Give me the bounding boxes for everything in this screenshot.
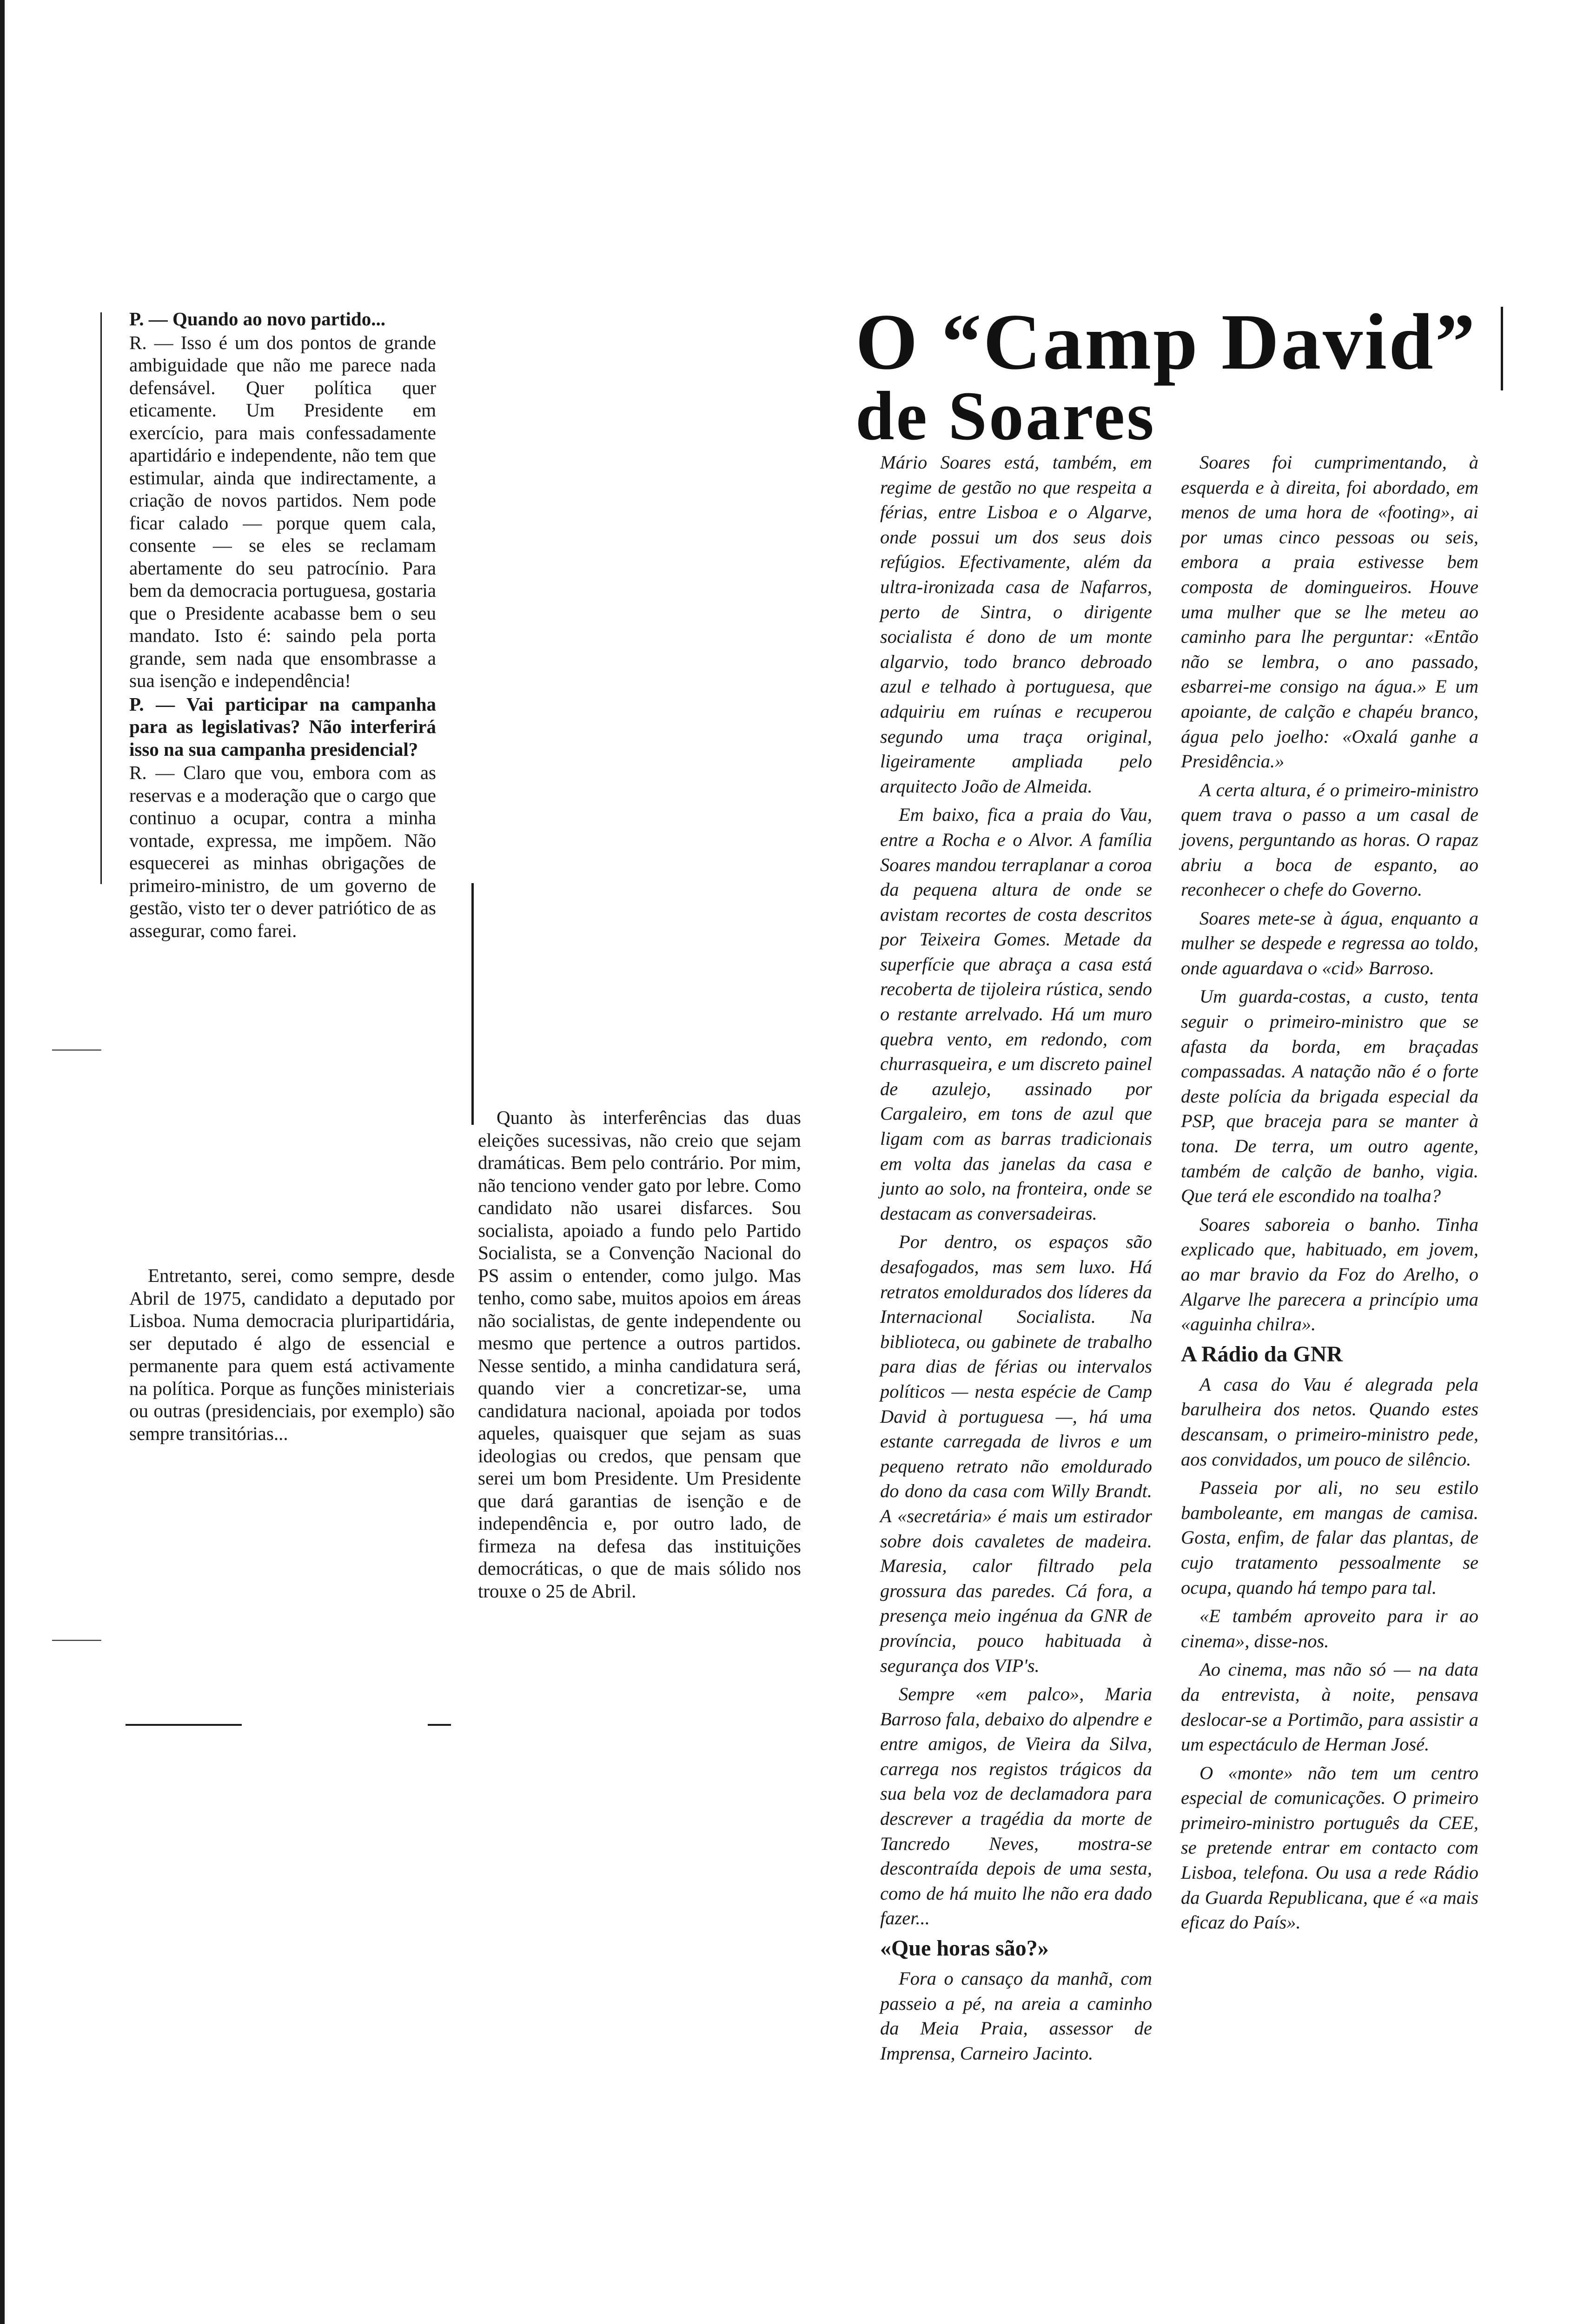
interview-paragraph-4: Quanto às interferências das duas eleições sucessivas, não creio que sejam dramáticas. Bem pelo contrário. Por mim, não tenciono vender gato por lebre. Como candidato não usarei disfarces. Sou socialista, apoiado a fundo pelo Partido Socialista, se a Convenção Nacional do PS assim o entender, como julgo. Mas tenho, como sabe, muitos apoios em áreas não socialistas, de gente independente ou mesmo que pertence a outros partidos. Nesse sentido, a minha candidatura será, quando vier a concretizar-se, uma candidatura nacional, apoiada por todos aqueles, quaisquer que sejam as suas ideologias ou credos, que pensam que serei um bom Presidente. Um Presidente que dará garantias de isenção e de independência e, por outro lado, de firmeza na defesa das instituições democráticas, o que de mais sólido nos trouxe o 25 de Abril. (478, 1107, 801, 1602)
margin-mark-2: ⸻ (51, 1628, 102, 1651)
interview-answer-1: R. — Isso é um dos pontos de grande ambiguidade que não me parece nada defensável. Quer política quer eticamente. Um Presidente em exercício, para mais confessadamente apartidário e independente, não tem que estimular, ainda que indirectamente, a criação de novos partidos. Nem pode ficar calado — porque quem cala, consente — se eles se reclamam abertamente do seu patrocínio. Para bem da democracia portuguesa, gostaria que o Presidente acabasse bem o seu mandato. Isto é: saindo pela porta grande, sem nada que ensombrasse a sua isenção e independência! (129, 331, 436, 691)
interview-answer-2: R. — Claro que vou, embora com as reservas e a moderação que o cargo que continuo a ocupar, contra a minha vontade, expressa, me impõem. Não esquecerei as minhas obrigações de primeiro-ministro, de um governo de gestão, visto ter o dever patriótico de as assegurar, como farei. (129, 762, 436, 941)
left-margin-rule (100, 312, 102, 884)
page-left-edge (0, 0, 5, 2324)
article-paragraph-2: Em baixo, fica a praia do Vau, entre a Rocha e o Alvor. A família Soares mandou terraplanar a coroa da pequena altura de onde se avistam recortes de costa descritos por Teixeira Gomes. Metade da superfície que abraça a casa está recoberta de tijoleira rústica, sendo o restante arrelvado. Há um muro quebra vento, em redondo, com churrasqueira, e um discreto painel de azulejo, assinado por Cargaleiro, em tons de azul que ligam com as barras tradicionais em volta das janelas da casa e junto ao solo, na fronteira, onde se destacam as conversadeiras. (880, 804, 1152, 1224)
subhead-radio-gnr: A Rádio da GNR (1181, 1341, 1343, 1367)
article-paragraph-15: O «monte» não tem um centro especial de comunicações. O primeiro primeiro-ministro português da CEE, se pretende entrar em contacto com Lisboa, telefona. Ou usa a rede Rádio da Guarda Republicana, que é «a mais eficaz do País». (1181, 1762, 1478, 1933)
end-rule (126, 1724, 242, 1726)
interview-column-bottom-left (129, 1264, 455, 1446)
interview-column-bottom-right (478, 1106, 801, 1603)
article-paragraph-4: Sempre «em palco», Maria Barroso fala, debaixo do alpendre e entre amigos, de Vieira da Silva, carrega nos registos trágicos da sua bela voz de declamadora para descrever a tragédia da morte de Tancredo Neves, mostra-se descontraída depois de uma sesta, como de há muito lhe não era dado fazer... (880, 1684, 1152, 1929)
article-paragraph-13: «E também aproveito para ir ao cinema», disse-nos. (1181, 1605, 1478, 1651)
interview-question-2: P. — Vai participar na campanha para as legislativas? Não interferirá isso na sua campanha presidencial? (129, 693, 436, 760)
interview-question-1: P. — Quando ao novo partido... (129, 308, 385, 330)
article-paragraph-11: A casa do Vau é alegrada pela barulheira dos netos. Quando estes descansam, o primeiro-ministro pede, aos convidados, um pouco de silêncio. (1181, 1373, 1478, 1470)
end-rule-small (428, 1724, 451, 1726)
subhead-que-horas: «Que horas são?» (880, 1936, 1049, 1961)
article-paragraph-14: Ao cinema, mas não só — na data da entrevista, à noite, pensava deslocar-se a Portimão, para assistir a um espectáculo de Herman José. (1181, 1659, 1478, 1755)
interview-column-top (129, 308, 436, 941)
column-separator-rule (471, 883, 474, 1125)
article-paragraph-8: Soares mete-se à água, enquanto a mulher se despede e regressa ao toldo, onde aguardava o «cid» Barroso. (1181, 907, 1478, 978)
article-paragraph-12: Passeia por ali, no seu estilo bamboleante, em mangas de camisa. Gosta, enfim, de falar das plantas, de cujo tratamento pessoalmente se ocupa, quando há tempo para tal. (1181, 1477, 1478, 1598)
article-paragraph-5: Fora o cansaço da manhã, com passeio a pé, na areia a caminho da Meia Praia, assessor de Imprensa, Carneiro Jacinto. (880, 1968, 1152, 2064)
margin-mark-1: ⸻ (51, 1037, 102, 1060)
article-paragraph-9: Um guarda-costas, a custo, tenta seguir o primeiro-ministro que se afasta da borda, em braçadas compassadas. A natação não é o forte deste polícia da brigada especial da PSP, que braceja para se manter à tona. De terra, um outro agente, também de calção de banho, vigia. Que terá ele escondido na toalha? (1181, 986, 1478, 1207)
article-title-line-1: O “Camp David” (855, 298, 1477, 386)
article-paragraph-6: Soares foi cumprimentando, à esquerda e à direita, foi abordado, em menos de uma hora de «footing», ai por umas cinco pessoas ou seis, embora a praia estivesse bem composta de domingueiros. Houve uma mulher que se lhe meteu ao caminho para lhe perguntar: «Então não se lembra, o ano passado, esbarrei-me consigo na água.» E um apoiante, de calção e chapéu branco, água pelo joelho: «Oxalá ganhe a Presidência.» (1181, 452, 1478, 772)
right-page-rule (1501, 307, 1503, 390)
article-paragraph-10: Soares saboreia o banho. Tinha explicado que, habituado, em jovem, ao mar bravio da Foz do Arelho, o Algarve lhe parecera a princípio uma «aguinha chilra». (1181, 1214, 1478, 1335)
article-column-a (880, 450, 1152, 2064)
article-paragraph-3: Por dentro, os espaços são desafogados, mas sem luxo. Há retratos emoldurados dos líderes da Internacional Socialista. Na biblioteca, ou gabinete de trabalho para dias de férias ou intervalos políticos — nesta espécie de Camp David à portuguesa —, há uma estante carregada de livros e um pequeno retrato não emoldurado do dono da casa com Willy Brandt. A «secretária» é mais um estirador sobre dois cavaletes de madeira. Maresia, calor filtrado pela grossura das paredes. Cá fora, a presença meio ingénua da GNR de província, pouco habituada à segurança dos VIP's. (880, 1231, 1152, 1676)
article-paragraph-7: A certa altura, é o primeiro-ministro quem trava o passo a um casal de jovens, perguntando as horas. O rapaz abriu a boca de espanto, ao reconhecer o chefe do Governo. (1181, 779, 1478, 900)
article-paragraph-1: Mário Soares está, também, em regime de gestão no que respeita a férias, entre Lisboa e o Algarve, onde possui um dos seus dois refúgios. Efectivamente, além da ultra-ironizada casa de Nafarros, perto de Sintra, o dirigente socialista é dono de um monte algarvio, todo branco debroado azul e telhado à portuguesa, que adquiriu em ruínas e recuperou segundo uma traça original, ligeiramente ampliada pelo arquitecto João de Almeida. (880, 452, 1152, 797)
article-column-b (1181, 450, 1478, 1939)
interview-paragraph-3: Entretanto, serei, como sempre, desde Abril de 1975, candidato a deputado por Lisboa. Numa democracia pluripartidária, ser deputado é algo de essencial e permanente para quem está activamente na política. Porque as funções ministeriais ou outras (presidenciais, por exemplo) são sempre transitórias... (129, 1265, 455, 1444)
article-title-line-2: de Soares (855, 377, 1156, 455)
